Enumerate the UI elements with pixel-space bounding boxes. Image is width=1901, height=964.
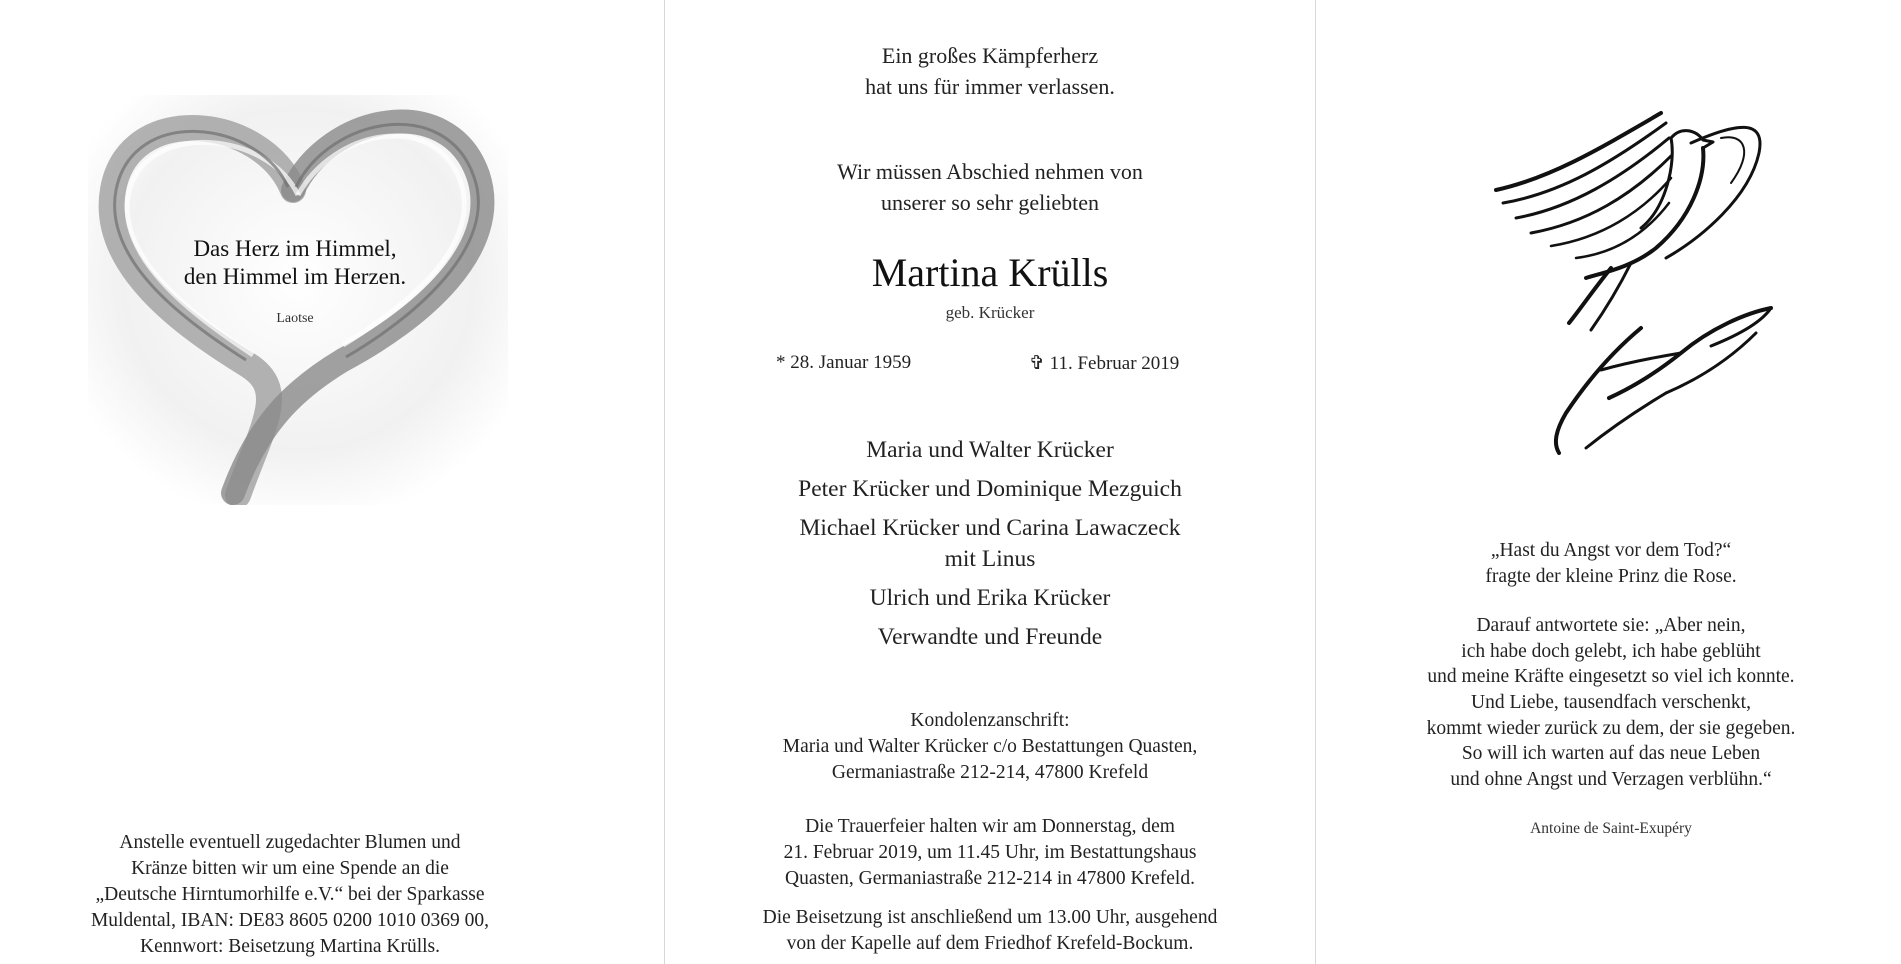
farewell-line: unserer so sehr geliebten [880,190,1100,215]
donation-line: Anstelle eventuell zugedachter Blumen und [119,832,461,853]
service-line: 21. Februar 2019, um 11.45 Uhr, im Bestattungshaus [783,842,1197,863]
mourner-entry [665,583,1315,614]
mourner-line: Ulrich und Erika Krücker [869,585,1111,611]
poem-line: „Hast du Angst vor dem Tod?“ [1490,540,1732,561]
left-panel [0,0,664,964]
funeral-service-info [665,814,1315,892]
farewell-text [665,156,1315,218]
donation-line: Kränze bitten wir um eine Spende an die [131,858,449,879]
poem-line: ich habe doch gelebt, ich habe geblüht [1461,640,1761,662]
service-line: Quasten, Germaniastraße 212-214 in 47800 Krefeld. [785,868,1195,889]
stanza-gap [1346,589,1876,613]
mourner-line: Peter Krücker und Dominique Mezguich [798,476,1182,502]
condolence-line: Germaniastraße 212-214, 47800 Krefeld [831,762,1149,783]
birth-date: * 28. Januar 1959 [776,352,912,373]
heart-brush-image [88,95,508,505]
burial-line: Die Beisetzung ist anschließend um 13.00 Uhr, ausgehend [762,907,1218,928]
intro-line: Ein großes Kämpferherz [881,43,1099,68]
mourner-entry [665,474,1315,505]
quote-line: Das Herz im Himmel, [193,236,397,261]
mourners-list [665,435,1315,661]
mourner-entry [665,435,1315,466]
intro-line: hat uns für immer verlassen. [865,74,1115,99]
donation-line: Muldental, IBAN: DE83 8605 0200 1010 0369 00, [90,910,490,931]
right-panel [1316,0,1901,964]
mourner-entry [665,513,1315,575]
death-date: ✞ 11. Februar 2019 [1029,353,1180,374]
mourner-line: Verwandte und Freunde [877,624,1103,650]
burial-line: von der Kapelle auf dem Friedhof Krefeld-Bockum. [786,933,1194,954]
burial-info [665,905,1315,957]
heart-quote [130,235,460,291]
condolence-address [665,708,1315,786]
poem [1346,538,1876,792]
mourner-line: Maria und Walter Krücker [866,437,1114,463]
mourner-entry [665,622,1315,653]
poem-line: kommt wieder zurück zu dem, der sie gegeben. [1426,717,1796,739]
poem-line: Und Liebe, tausendfach verschenkt, [1471,691,1751,713]
poem-line: und meine Kräfte eingesetzt so viel ich konnte. [1427,666,1795,688]
mourner-line: mit Linus [944,546,1036,572]
poem-line: fragte der kleine Prinz die Rose. [1485,565,1737,587]
service-line: Die Trauerfeier halten wir am Donnerstag, dem [805,816,1175,837]
poem-line: Darauf antwortete sie: „Aber nein, [1476,615,1746,637]
middle-panel [665,0,1315,964]
deceased-name: Martina Krülls [871,250,1109,295]
poem-line: So will ich warten auf das neue Leben [1461,743,1761,765]
poem-line: und ohne Angst und Verzagen verblühn.“ [1450,768,1772,790]
intro-text [665,40,1315,102]
quote-author: Laotse [276,311,314,326]
farewell-line: Wir müssen Abschied nehmen von [837,159,1143,184]
donation-line: Kennwort: Beisetzung Martina Krülls. [139,936,441,957]
donation-notice [30,830,550,960]
donation-line: „Deutsche Hirntumorhilfe e.V.“ bei der Sparkasse [95,884,485,905]
condolence-line: Kondolenzanschrift: [910,710,1070,731]
birth-name: geb. Krücker [945,303,1035,322]
dove-and-hand-drawing [1491,108,1806,458]
quote-line: den Himmel im Herzen. [183,264,407,289]
condolence-line: Maria und Walter Krücker c/o Bestattungen Quasten, [782,736,1198,757]
mourner-line: Michael Krücker und Carina Lawaczeck [799,515,1181,541]
poem-author: Antoine de Saint-Exupéry [1530,820,1692,837]
